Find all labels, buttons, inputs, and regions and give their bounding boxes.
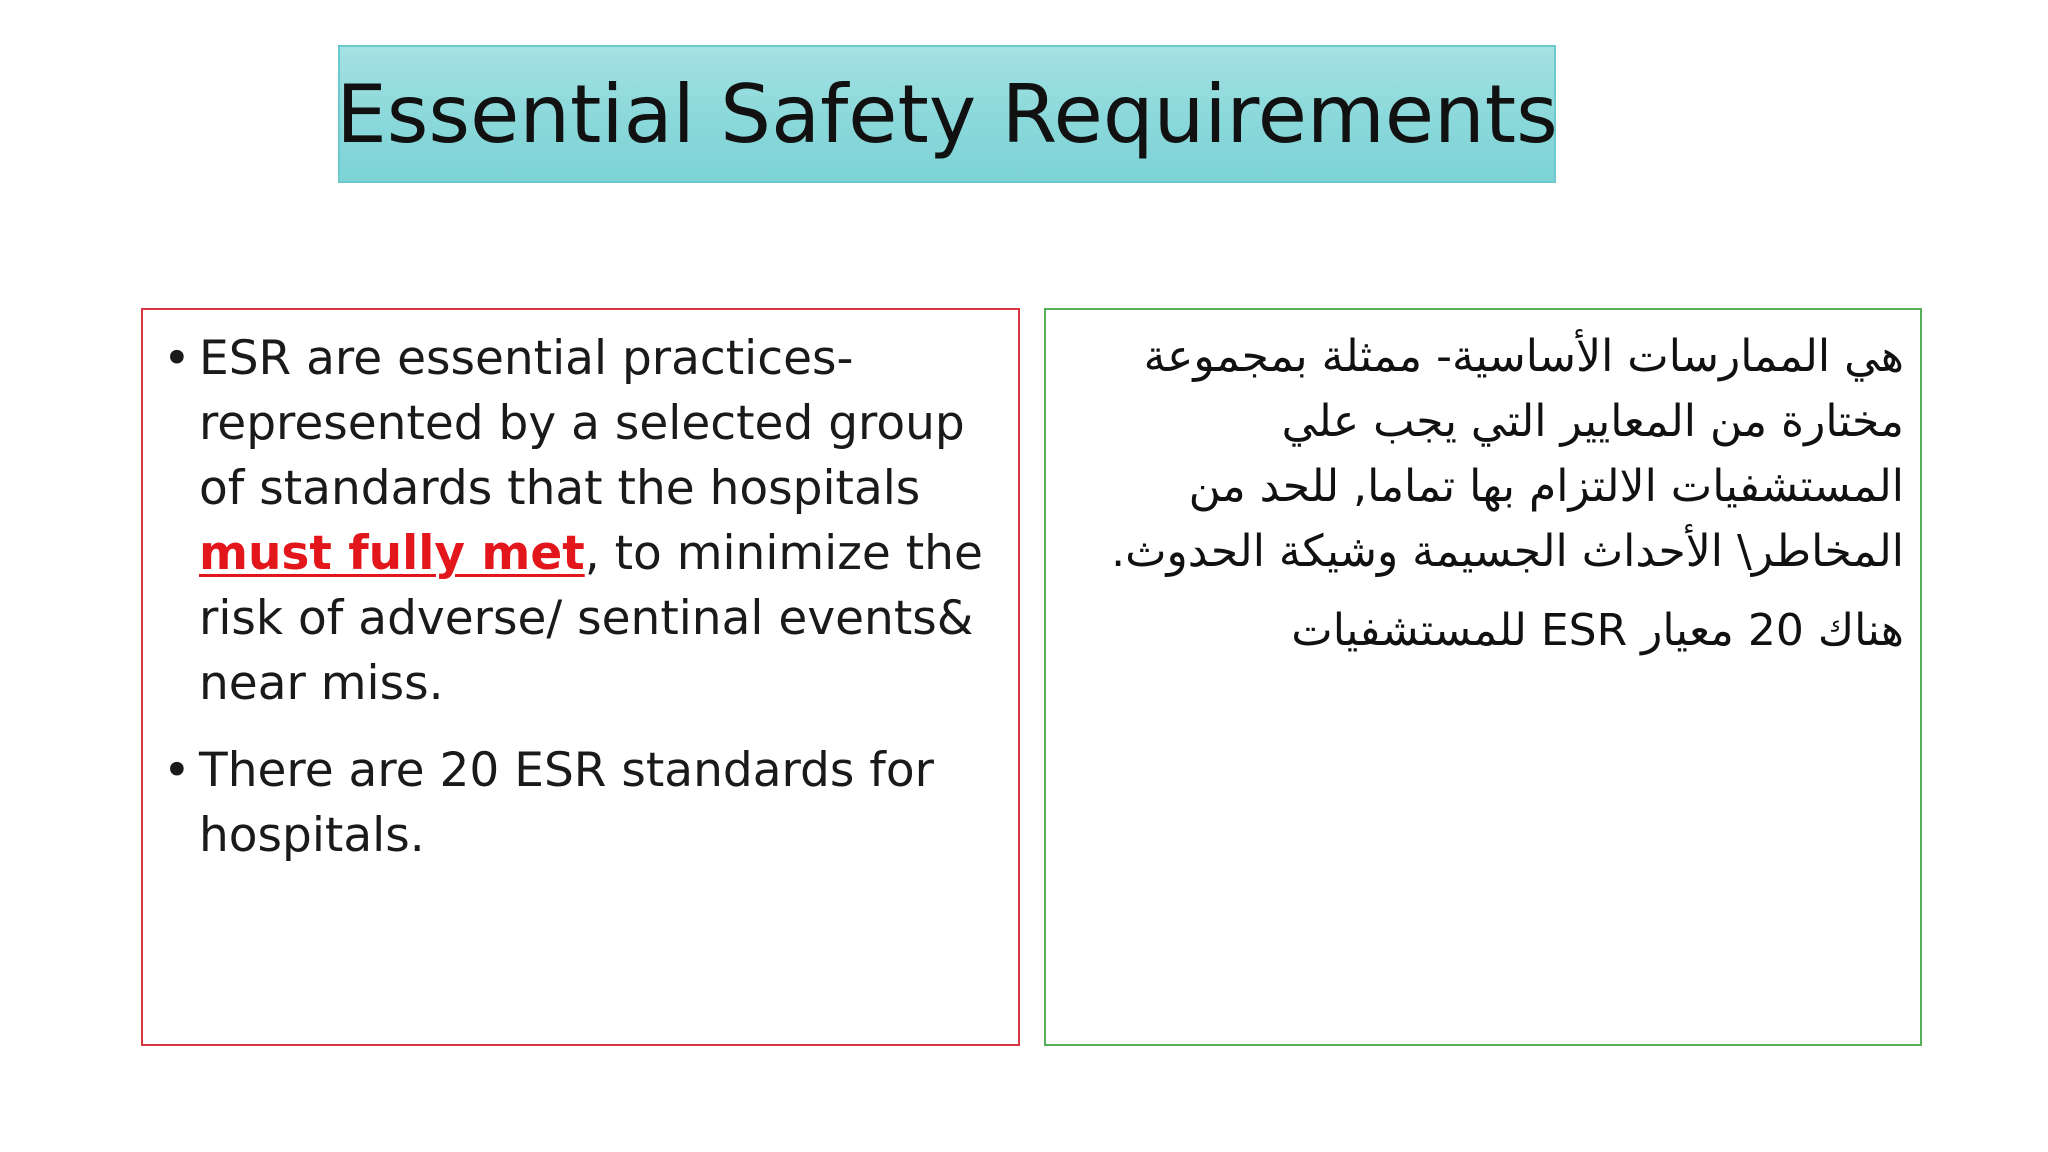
bullet-list bbox=[163, 326, 998, 868]
slide-title: Essential Safety Requirements bbox=[336, 67, 1558, 161]
bullet-text-start: ESR are essential practices- represented by a selected group of standards that the hospitals bbox=[199, 331, 965, 516]
english-content-box bbox=[141, 308, 1020, 1046]
bullet-text-end: , to minimize the risk of adverse/ sentinal events& near miss. bbox=[199, 526, 983, 711]
bullet-item-standards-count bbox=[163, 738, 998, 868]
arabic-paragraph-count: هناك 20 معيار ESR للمستشفيات bbox=[1291, 605, 1904, 656]
arabic-paragraph-definition: هي الممارسات الأساسية- ممثلة بمجموعة مختارة من المعايير التي يجب علي المستشفيات الالتزام بها تماما, للحد من المخاطر\ الأحداث الجسيمة وشيكة الحدوث. bbox=[1111, 331, 1904, 577]
emphasis-text: must fully met bbox=[199, 526, 585, 581]
bullet-dot-icon: • bbox=[163, 331, 191, 386]
arabic-content-box bbox=[1044, 308, 1922, 1046]
bullet-dot-icon: • bbox=[163, 743, 191, 798]
bullet-text: There are 20 ESR standards for hospitals. bbox=[199, 743, 934, 863]
bullet-item-esr-definition bbox=[163, 326, 998, 716]
title-banner bbox=[338, 45, 1556, 183]
